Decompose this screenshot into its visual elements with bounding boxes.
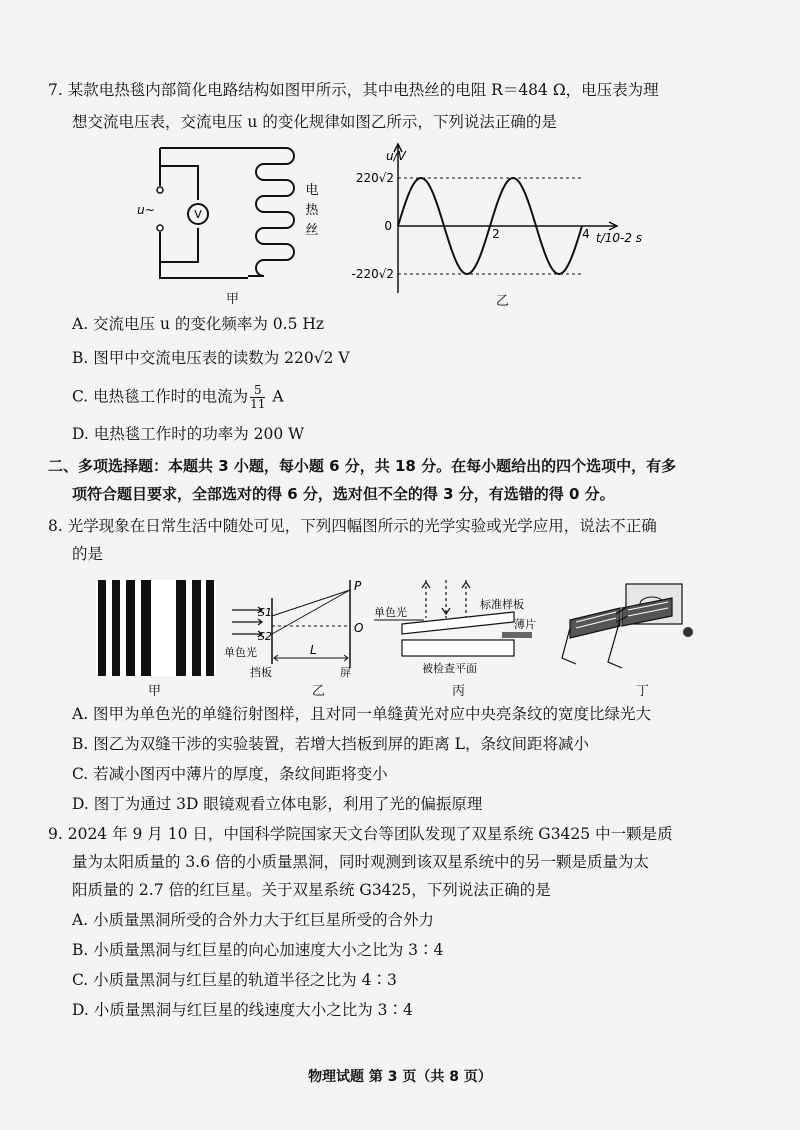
terminal-top bbox=[157, 187, 163, 193]
fraction-denominator: 11 bbox=[250, 397, 266, 411]
q9-option-d: D. 小质量黑洞与红巨星的线速度大小之比为 3∶4 bbox=[72, 1001, 413, 1019]
q9-option-a: A. 小质量黑洞所受的合外力大于红巨星所受的合外力 bbox=[72, 911, 435, 929]
q9-option-b: B. 小质量黑洞与红巨星的向心加速度大小之比为 3∶4 bbox=[72, 941, 444, 959]
slit-s1-label: S1 bbox=[258, 606, 272, 619]
page-footer: 物理试题 第 3 页（共 8 页） bbox=[308, 1069, 492, 1085]
slit-s2-label: S2 bbox=[258, 630, 272, 643]
y-max-label: 220√2 bbox=[355, 171, 394, 185]
q8-option-a: A. 图甲为单色光的单缝衍射图样，且对同一单缝黄光对应中央亮条纹的宽度比绿光大 bbox=[72, 705, 652, 723]
inspected-block bbox=[402, 640, 514, 656]
terminal-bottom bbox=[157, 225, 163, 231]
dark-fringe bbox=[206, 580, 214, 676]
q8-figure-yi-caption: 乙 bbox=[312, 684, 326, 699]
origin-label: 0 bbox=[384, 219, 392, 233]
q7-figure-yi-caption: 乙 bbox=[496, 294, 510, 309]
q7-option-c bbox=[72, 384, 284, 411]
q7-option-c-prefix: C. 电热毯工作时的电流为 bbox=[72, 387, 249, 406]
x-axis-label: t/10-2 s bbox=[596, 231, 643, 245]
q7-option-c-fraction bbox=[250, 384, 265, 411]
q8-figure-ding-3d-glasses bbox=[556, 578, 706, 678]
q7-figure-jia-caption: 甲 bbox=[226, 292, 240, 307]
q9-stem-line1: 9. 2024 年 9 月 10 日，中国科学院国家天文台等团队发现了双星系统 G3425 中一颗是质 bbox=[48, 825, 673, 843]
thin-sheet bbox=[502, 632, 532, 638]
y-axis-label: u/V bbox=[386, 149, 406, 163]
inspected-plane-label: 被检查平面 bbox=[422, 662, 477, 675]
baffle-label: 挡板 bbox=[250, 666, 272, 679]
projector-lens bbox=[683, 627, 693, 637]
dark-fringe bbox=[98, 580, 106, 676]
q9-option-c: C. 小质量黑洞与红巨星的轨道半径之比为 4∶3 bbox=[72, 971, 397, 989]
incident-arrow bbox=[232, 619, 262, 625]
screen-label: 屏 bbox=[340, 666, 351, 679]
standard-plate bbox=[402, 612, 514, 634]
q9-stem-line3: 阳质量的 2.7 倍的红巨星。关于双星系统 G3425，下列说法正确的是 bbox=[72, 881, 551, 899]
point-p-label: P bbox=[354, 579, 362, 593]
q8-figure-bing-caption: 丙 bbox=[452, 684, 466, 699]
wire-label-3: 丝 bbox=[305, 223, 319, 238]
y-min-label: -220√2 bbox=[351, 267, 394, 281]
wire-label-1: 电 bbox=[305, 183, 319, 198]
q7-option-d: D. 电热毯工作时的功率为 200 W bbox=[72, 425, 305, 443]
source-label: u~ bbox=[137, 203, 155, 217]
section2-heading-line1: 二、多项选择题：本题共 3 小题，每小题 6 分，共 18 分。在每小题给出的四个选项中，有多 bbox=[48, 457, 677, 475]
q7-figure-yi-chart bbox=[350, 138, 650, 298]
q7-option-a: A. 交流电压 u 的变化频率为 0.5 Hz bbox=[72, 315, 325, 333]
dark-fringe bbox=[112, 580, 120, 676]
q8-stem-line1: 8. 光学现象在日常生活中随处可见，下列四幅图所示的光学实验或光学应用，说法不正确 bbox=[48, 517, 657, 535]
distance-label: L bbox=[310, 643, 317, 657]
dark-fringe bbox=[126, 580, 135, 676]
point-o-label: O bbox=[354, 621, 364, 635]
q7-figure-jia-circuit bbox=[137, 140, 340, 300]
q8-option-d: D. 图丁为通过 3D 眼镜观看立体电影，利用了光的偏振原理 bbox=[72, 795, 483, 813]
x-tick-2: 2 bbox=[492, 227, 500, 241]
q9-stem-line2: 量为太阳质量的 3.6 倍的小质量黑洞，同时观测到该双星系统中的另一颗是质量为太 bbox=[72, 853, 650, 871]
q7-option-b: B. 图甲中交流电压表的读数为 220√2 V bbox=[72, 349, 350, 367]
voltmeter-label: V bbox=[194, 208, 202, 221]
q8-option-b: B. 图乙为双缝干涉的实验装置，若增大挡板到屏的距离 L，条纹间距将减小 bbox=[72, 735, 589, 753]
light-label: 单色光 bbox=[224, 646, 257, 659]
q8-figure-yi-double-slit bbox=[222, 576, 372, 680]
fraction-numerator: 5 bbox=[250, 384, 265, 398]
standard-plate-label: 标准样板 bbox=[480, 598, 524, 611]
light-label: 单色光 bbox=[374, 606, 407, 619]
q8-figure-ding-caption: 丁 bbox=[636, 684, 650, 699]
q8-figure-jia-diffraction-pattern bbox=[96, 580, 216, 676]
q8-option-c: C. 若减小图丙中薄片的厚度，条纹间距将变小 bbox=[72, 765, 388, 783]
x-tick-4: 4 bbox=[582, 227, 590, 241]
thin-sheet-label: 薄片 bbox=[514, 618, 536, 631]
q8-figure-jia-caption: 甲 bbox=[148, 684, 162, 699]
q8-figure-bing-thin-film bbox=[372, 578, 552, 678]
q7-stem-line2: 想交流电压表，交流电压 u 的变化规律如图乙所示，下列说法正确的是 bbox=[72, 113, 557, 131]
q8-stem-line2: 的是 bbox=[72, 545, 104, 563]
dark-fringe bbox=[192, 580, 201, 676]
q7-option-c-suffix: A bbox=[267, 387, 284, 406]
q7-stem-line1: 7. 某款电热毯内部简化电路结构如图甲所示，其中电热丝的电阻 R＝484 Ω，电压表为理 bbox=[48, 81, 659, 99]
dark-fringe bbox=[176, 580, 186, 676]
section2-heading-line2: 项符合题目要求，全部选对的得 6 分，选对但不全的得 3 分，有选错的得 0 分。 bbox=[72, 485, 615, 503]
dark-fringe bbox=[141, 580, 151, 676]
wire-label-2: 热 bbox=[305, 203, 319, 218]
